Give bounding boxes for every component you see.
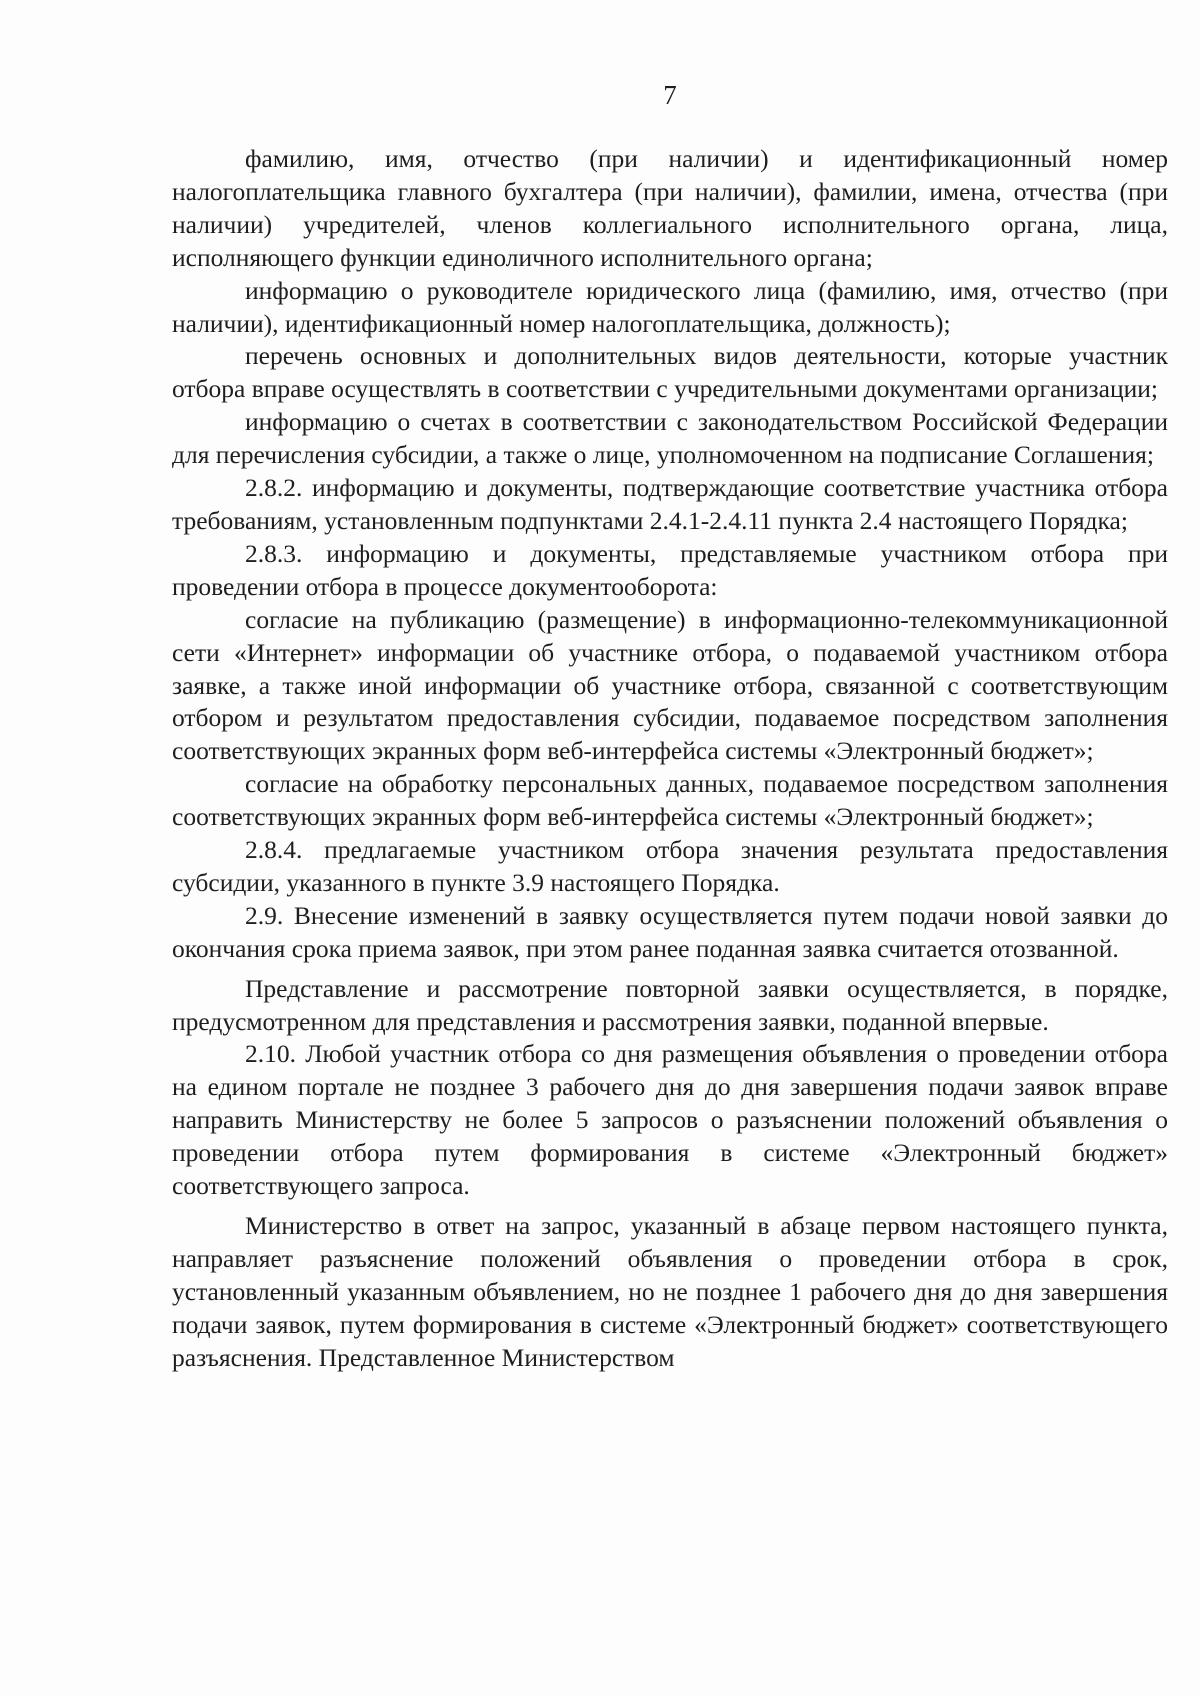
paragraph-2-8-2: 2.8.2. информацию и документы, подтверждающие соответствие участника отбора требованиям, установленным подпунктами 2.4.1-2.4.11 пункта 2.4 настоящего Порядка;	[172, 473, 1168, 535]
paragraph-publication-consent: согласие на публикацию (размещение) в информационно-телекоммуникационной сети «Интернет» информации об участнике отбора, о подаваемой участником отбора заявке, а также иной информации об участнике отбора, связанной с соответствующим отбором и результатом предоставления субсидии, подаваемое посредством заполнения соответствующих экранных форм веб-интерфейса системы «Электронный бюджет»;	[172, 604, 1168, 766]
paragraph-2-8-4: 2.8.4. предлагаемые участником отбора значения результата предоставления субсидии, указанного в пункте 3.9 настоящего Порядка.	[172, 835, 1168, 897]
paragraph-activities-list: перечень основных и дополнительных видов деятельности, которые участник отбора вправе осуществлять в соответствии с учредительными документами организации;	[172, 341, 1168, 404]
paragraph-personal-data-consent: согласие на обработку персональных данных, подаваемое посредством заполнения соответствующих экранных форм веб-интерфейса системы «Электронный бюджет»;	[172, 769, 1168, 832]
paragraph-repeat-application: Представление и рассмотрение повторной заявки осуществляется, в порядке, предусмотренном для представления и рассмотрения заявки, поданной впервые.	[172, 973, 1168, 1036]
paragraph-2-8-3: 2.8.3. информацию и документы, представляемые участником отбора при проведении отбора в процессе документооборота:	[172, 538, 1168, 601]
page-number: 7	[663, 80, 677, 110]
paragraph-2-10: 2.10. Любой участник отбора со дня размещения объявления о проведении отбора на едином портале не позднее 3 рабочего дня до дня завершения подачи заявок вправе направить Министерству не более 5 запросов о разъяснении положений объявления о проведении отбора путем формирования в системе «Электронный бюджет» соответствующего запроса.	[172, 1039, 1168, 1201]
paragraph-head-info: информацию о руководителе юридического лица (фамилию, имя, отчество (при наличии), идентификационный номер налогоплательщика, должность);	[172, 275, 1168, 338]
paragraph-ministry-response: Министерство в ответ на запрос, указанный в абзаце первом настоящего пункта, направляет разъяснение положений объявления о проведении отбора в срок, установленный указанным объявлением, но не позднее 1 рабочего дня до дня завершения подачи заявок, путем формирования в системе «Электронный бюджет» соответствующего разъяснения. Представленное Министерством	[172, 1211, 1168, 1372]
paragraph-chief-accountant-info: фамилию, имя, отчество (при наличии) и идентификационный номер налогоплательщика главного бухгалтера (при наличии), фамилии, имена, отчества (при наличии) учредителей, членов коллегиального исполнительного органа, лица, исполняющего функции единоличного исполнительного органа;	[172, 144, 1168, 272]
document-body	[172, 143, 1168, 1375]
paragraph-2-9: 2.9. Внесение изменений в заявку осуществляется путем подачи новой заявки до окончания срока приема заявок, при этом ранее поданная заявка считается отозванной.	[172, 900, 1168, 963]
paragraph-accounts-info: информацию о счетах в соответствии с законодательством Российской Федерации для перечисления субсидии, а также о лице, уполномоченном на подписание Соглашения;	[172, 407, 1168, 470]
